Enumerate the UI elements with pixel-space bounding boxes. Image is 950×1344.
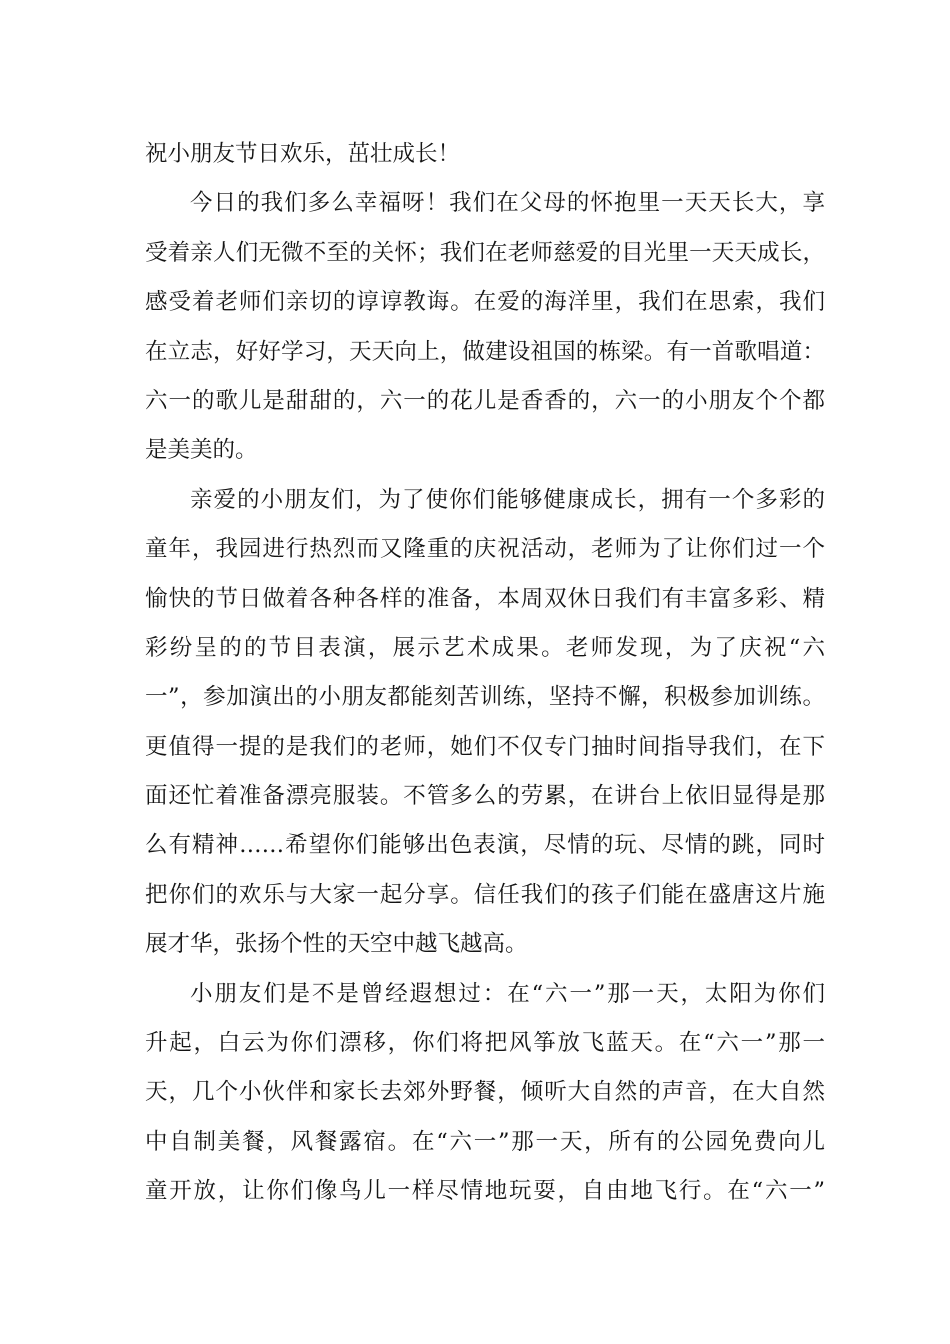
document-body	[145, 130, 825, 1217]
text-line: 今日的我们多么幸福呀！我们在父母的怀抱里一天天长大，享	[190, 190, 825, 217]
text-line: 童开放，让你们像鸟儿一样尽情地玩耍，自由地飞行。在“六一”	[145, 1178, 825, 1205]
text-line: 祝小朋友节日欢乐，茁壮成长！	[145, 141, 461, 167]
text-line: 在立志，好好学习，天天向上，做建设祖国的栋梁。有一首歌唱道：	[145, 338, 825, 365]
text-line: 愉快的节日做着各种各样的准备，本周双休日我们有丰富多彩、精	[145, 585, 825, 612]
text-line: 彩纷呈的的节目表演，展示艺术成果。老师发现，为了庆祝“六	[145, 634, 825, 661]
text-line: 更值得一提的是我们的老师，她们不仅专门抽时间指导我们，在下	[145, 733, 825, 760]
text-line: 升起，白云为你们漂移，你们将把风筝放飞蓝天。在“六一”那一	[145, 1030, 825, 1057]
text-line: 感受着老师们亲切的谆谆教诲。在爱的海洋里，我们在思索，我们	[145, 289, 825, 316]
text-line: 小朋友们是不是曾经遐想过：在“六一”那一天，太阳为你们	[190, 980, 825, 1007]
text-line: 展才华，张扬个性的天空中越飞越高。	[145, 931, 528, 958]
text-line: 童年，我园进行热烈而又隆重的庆祝活动，老师为了让你们过一个	[145, 536, 825, 563]
text-line: 么有精神……希望你们能够出色表演，尽情的玩、尽情的跳，同时	[145, 832, 825, 859]
text-line: 天，几个小伙伴和家长去郊外野餐，倾听大自然的声音，在大自然	[145, 1079, 825, 1106]
text-line: 受着亲人们无微不至的关怀；我们在老师慈爱的目光里一天天成长，	[145, 239, 825, 266]
text-line: 六一的歌儿是甜甜的，六一的花儿是香香的，六一的小朋友个个都	[145, 387, 825, 414]
text-line: 一”，参加演出的小朋友都能刻苦训练，坚持不懈，积极参加训练。	[145, 684, 825, 711]
text-line: 把你们的欢乐与大家一起分享。信任我们的孩子们能在盛唐这片施	[145, 881, 825, 908]
text-line: 面还忙着准备漂亮服装。不管多么的劳累，在讲台上依旧显得是那	[145, 783, 825, 810]
text-line: 是美美的。	[145, 437, 258, 464]
text-line: 亲爱的小朋友们，为了使你们能够健康成长，拥有一个多彩的	[190, 486, 825, 513]
text-line: 中自制美餐，风餐露宿。在“六一”那一天，所有的公园免费向儿	[145, 1128, 825, 1155]
